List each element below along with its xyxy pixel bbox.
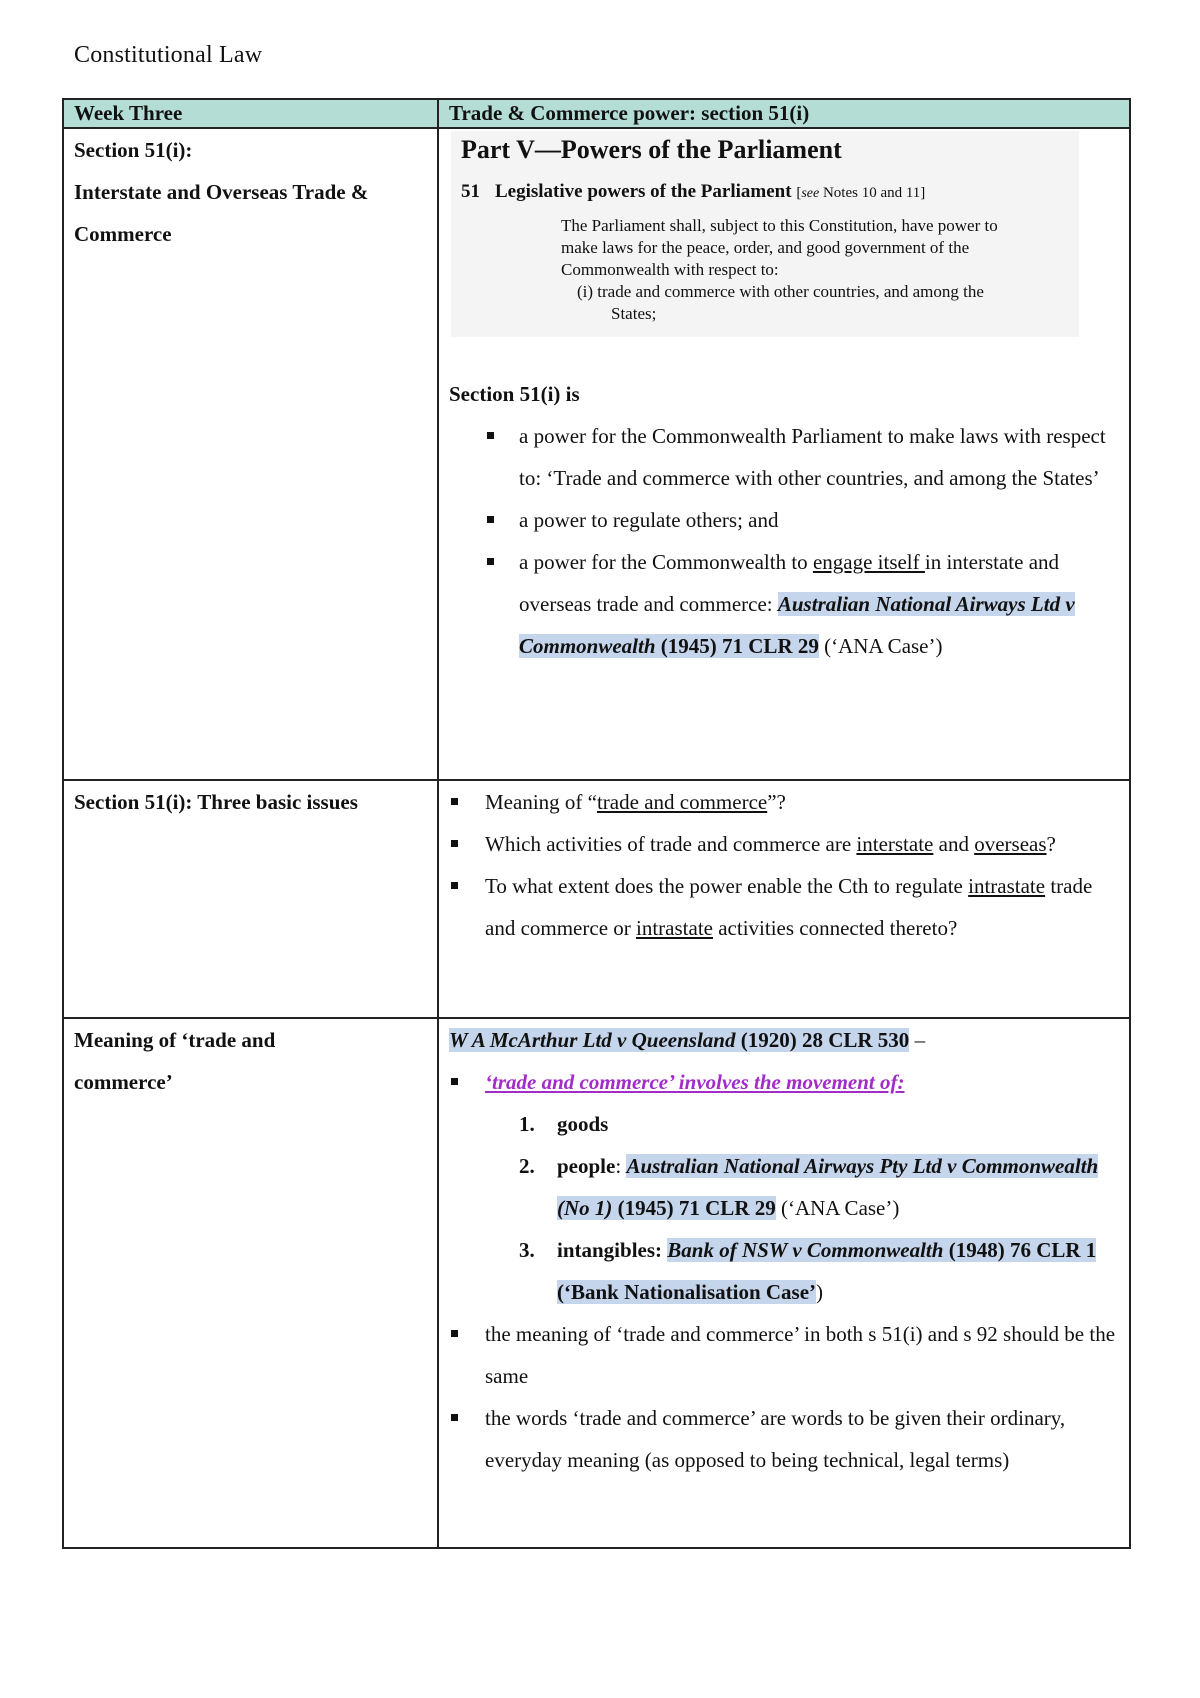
header-week: Week Three <box>63 99 438 128</box>
statute-section-heading <box>461 181 1071 203</box>
row-heading: Section 51(i): Three basic issues <box>63 780 438 1018</box>
list-item: the words ‘trade and commerce’ are words to be given their ordinary, everyday meaning (as opposed to being technical, legal terms) <box>449 1397 1119 1481</box>
statute-item: (i) trade and commerce with other countries, and among the <box>577 282 984 301</box>
notes-table <box>62 98 1131 1549</box>
list-item: a power to regulate others; and <box>449 499 1119 541</box>
list-item: 3. intangibles: Bank of NSW v Commonwealth (1948) 76 CLR 1 (‘Bank Nationalisation Case’) <box>519 1238 1097 1304</box>
statute-text: The Parliament shall, subject to this Constitution, have power to <box>561 216 998 235</box>
list-item: a power for the Commonwealth to engage itself in interstate and overseas trade and commerce: Australian National Airways Ltd v Commonwealth (1945) 71 CLR 29 (‘ANA Case’) <box>449 541 1119 667</box>
bullet-list <box>449 415 1119 667</box>
document-title: Constitutional Law <box>74 42 263 68</box>
list-item: Which activities of trade and commerce are interstate and overseas? <box>449 823 1119 865</box>
row-heading <box>63 1018 438 1548</box>
row-content <box>438 1018 1130 1548</box>
statute-excerpt <box>451 131 1079 337</box>
row-heading-line: Commerce <box>74 222 172 246</box>
section-intro: Section 51(i) is <box>449 382 580 406</box>
statute-text: make laws for the peace, order, and good government of the <box>561 238 970 257</box>
list-item: 1. goods <box>519 1112 609 1136</box>
row-heading-line: Section 51(i): <box>74 138 193 162</box>
row-heading-line: Interstate and Overseas Trade & <box>74 180 369 204</box>
statute-part-title: Part V—Powers of the Parliament <box>461 135 842 164</box>
table-row <box>63 128 1130 780</box>
statute-item: States; <box>611 304 657 323</box>
bullet-list <box>449 1061 1119 1103</box>
case-citation: Australian National Airways Ltd v Commonwealth (1945) 71 CLR 29 <box>519 592 1075 658</box>
numbered-list <box>449 1103 1119 1313</box>
list-item: 2. people: Australian National Airways Pty Ltd v Commonwealth (No 1) (1945) 71 CLR 29 (‘ANA Case’) <box>519 1154 1099 1220</box>
table-header-row <box>63 99 1130 128</box>
bullet-list <box>449 1313 1119 1481</box>
list-item: the meaning of ‘trade and commerce’ in both s 51(i) and s 92 should be the same <box>449 1313 1119 1397</box>
row-heading <box>63 128 438 780</box>
row-content <box>438 780 1130 1018</box>
case-heading: W A McArthur Ltd v Queensland (1920) 28 CLR 530 – <box>449 1028 926 1052</box>
statute-section-title: Legislative powers of the Parliament <box>495 181 792 202</box>
row-heading-line: Meaning of ‘trade and <box>74 1028 276 1052</box>
header-topic: Trade & Commerce power: section 51(i) <box>438 99 1130 128</box>
bullet-list <box>449 781 1119 949</box>
table-row <box>63 1018 1130 1548</box>
list-item: ‘trade and commerce’ involves the movement of: <box>449 1061 1119 1103</box>
row-heading-line: commerce’ <box>74 1070 173 1094</box>
list-item: a power for the Commonwealth Parliament to make laws with respect to: ‘Trade and commerce with other countries, and among the States’ <box>449 415 1119 499</box>
statute-section-number: 51 <box>461 181 480 202</box>
statute-text: Commonwealth with respect to: <box>561 260 779 279</box>
list-item: To what extent does the power enable the Cth to regulate intrastate trade and commerce or intrastate activities connected thereto? <box>449 865 1119 949</box>
table-row <box>63 780 1130 1018</box>
row-content <box>438 128 1130 780</box>
list-item: Meaning of “trade and commerce”? <box>449 781 1119 823</box>
statute-notes-ref: [see Notes 10 and 11] <box>796 185 926 201</box>
